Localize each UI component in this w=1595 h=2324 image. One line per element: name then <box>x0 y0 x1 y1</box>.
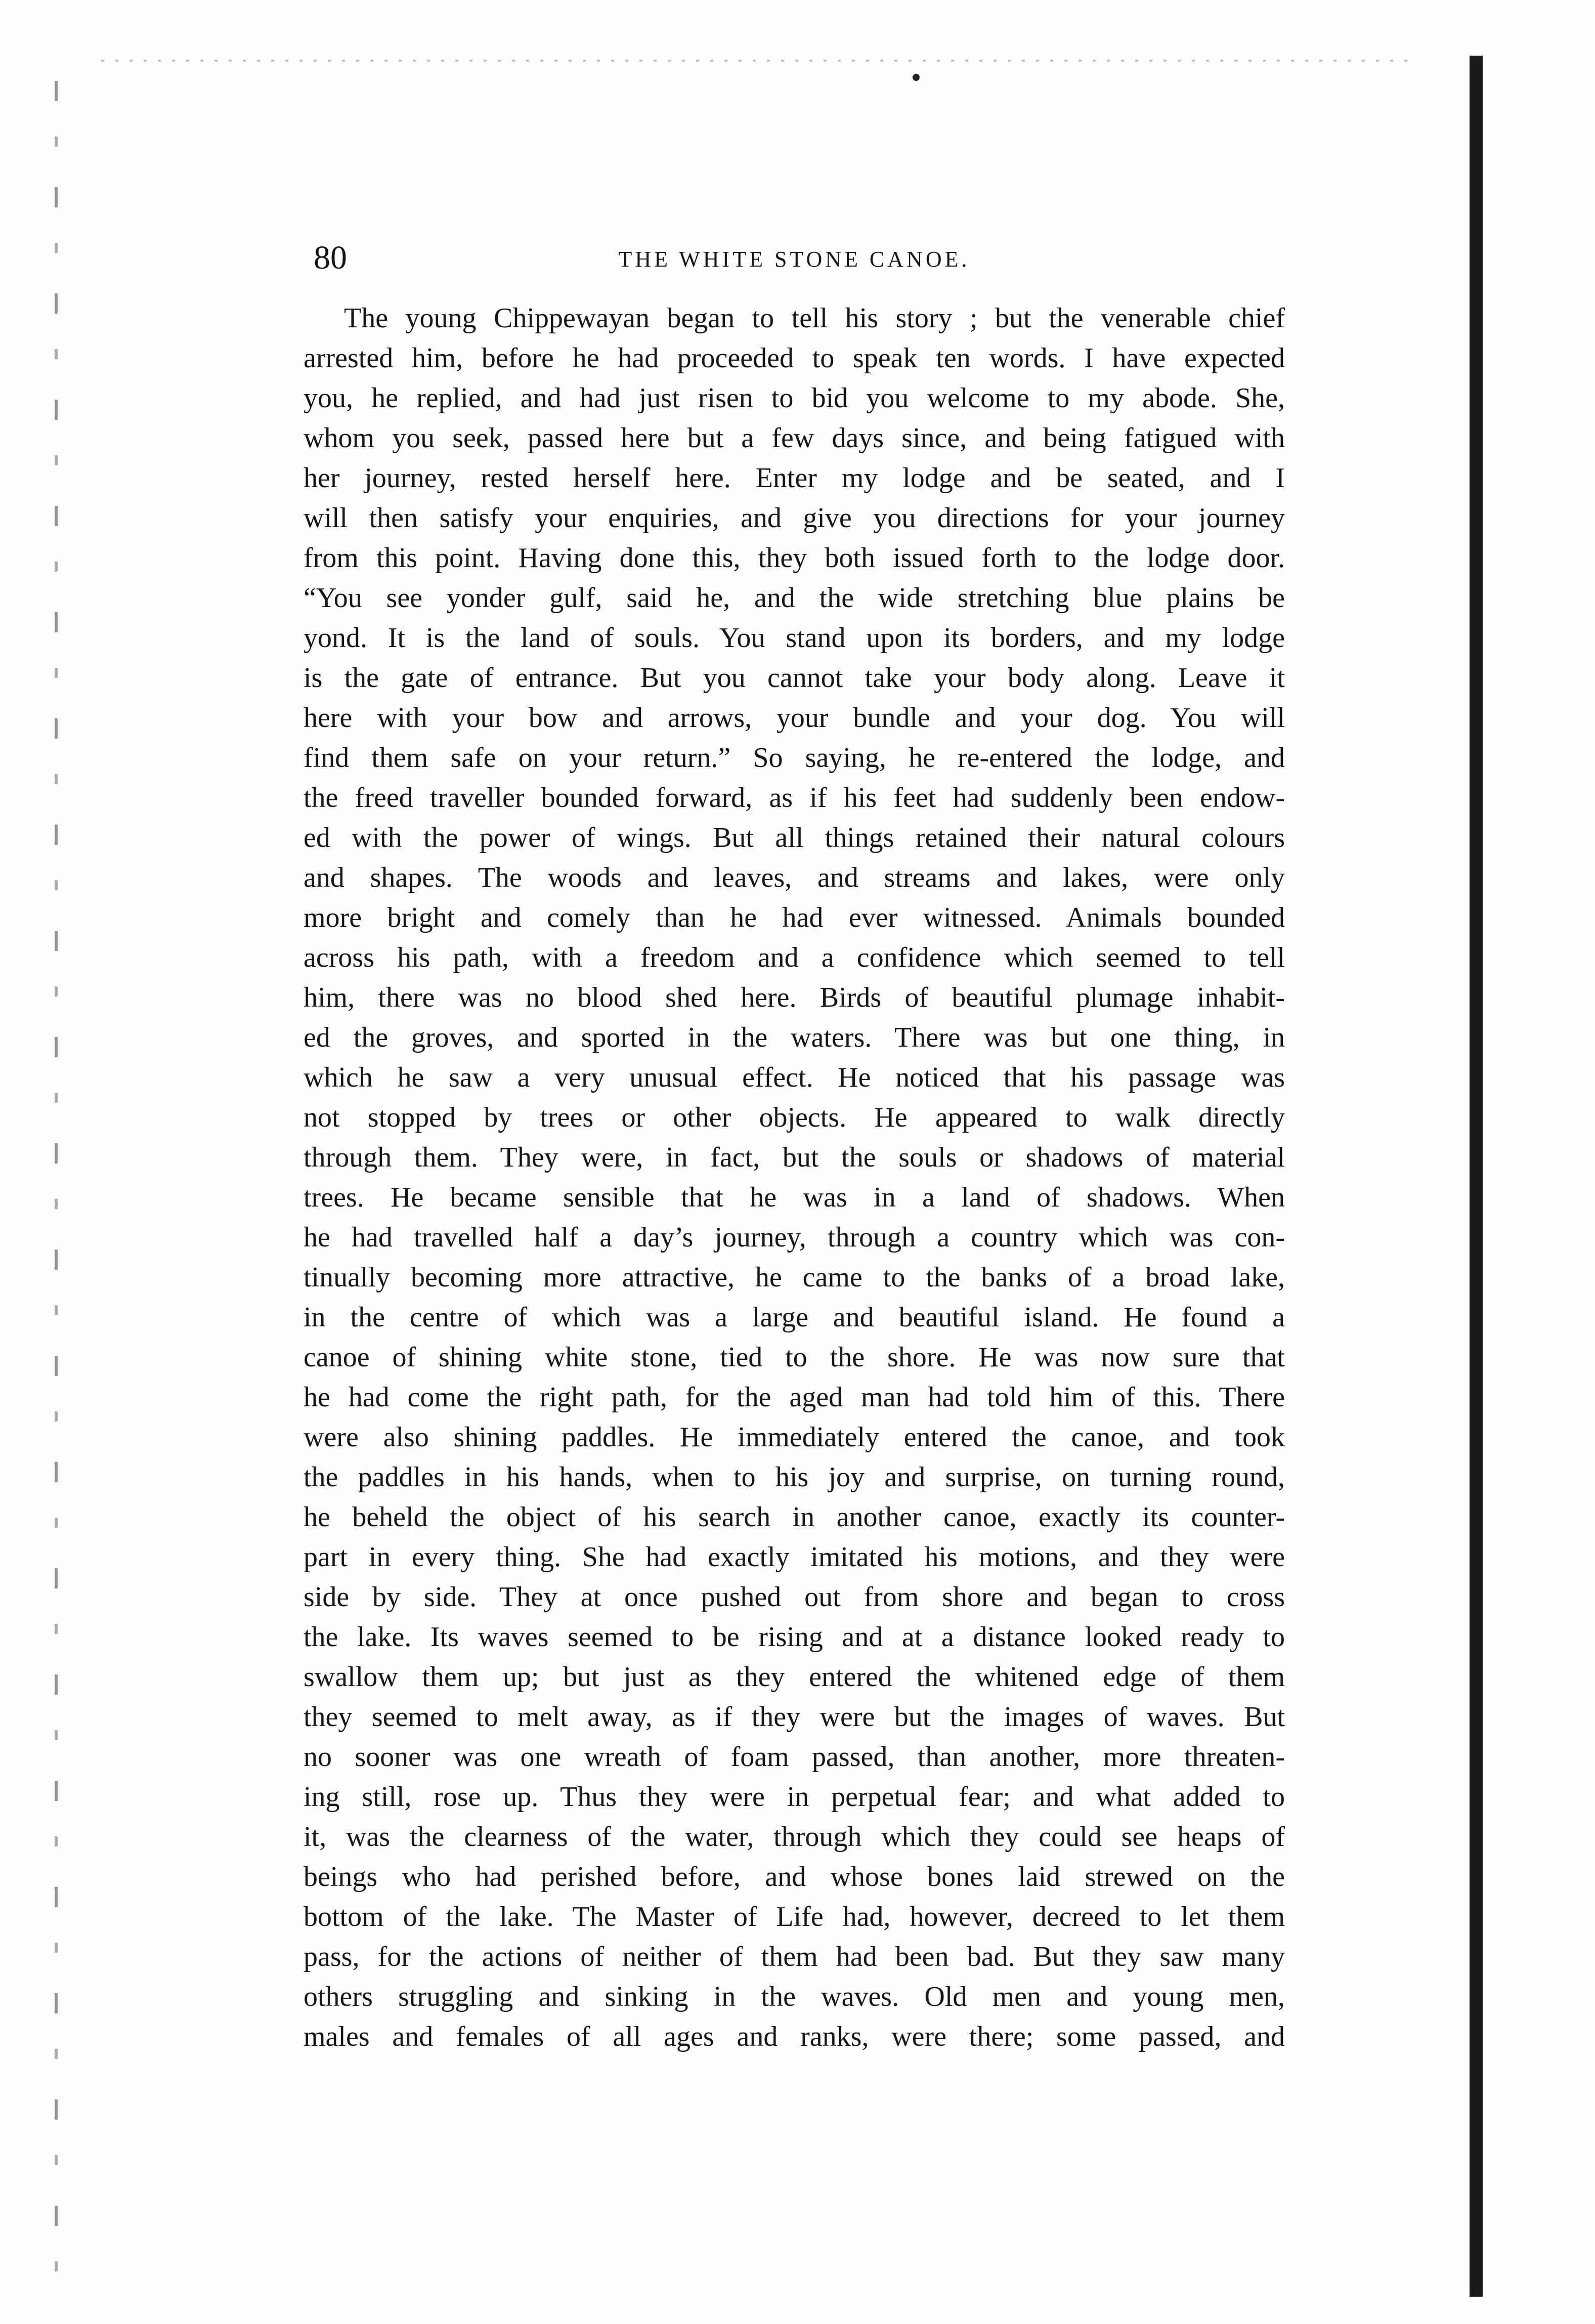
text-line: not stopped by trees or other objects. He appeared to walk directly <box>304 1102 1285 1133</box>
text-line: ed with the power of wings. But all things retained their natural colours <box>304 822 1285 853</box>
text-line: “You see yonder gulf, said he, and the wide stretching blue plains be <box>304 582 1285 614</box>
body-text <box>304 298 1285 2057</box>
text-line: him, there was no blood shed here. Birds of beautiful plumage inhabit- <box>304 982 1285 1013</box>
running-head <box>314 238 1275 278</box>
text-line: part in every thing. She had exactly imitated his motions, and they were <box>304 1541 1285 1573</box>
text-line: ing still, rose up. Thus they were in perpetual fear; and what added to <box>304 1781 1285 1813</box>
text-line: across his path, with a freedom and a confidence which seemed to tell <box>304 942 1285 973</box>
text-line: the freed traveller bounded forward, as if his feet had suddenly been endow- <box>304 782 1285 813</box>
text-line: others struggling and sinking in the waves. Old men and young men, <box>304 1981 1285 2012</box>
text-line: ed the groves, and sported in the waters. There was but one thing, in <box>304 1022 1285 1053</box>
text-line: in the centre of which was a large and beautiful island. He found a <box>304 1302 1285 1333</box>
text-line: through them. They were, in fact, but the souls or shadows of material <box>304 1142 1285 1173</box>
text-line: which he saw a very unusual effect. He noticed that his passage was <box>304 1062 1285 1093</box>
text-line: her journey, rested herself here. Enter my lodge and be seated, and I <box>304 462 1285 494</box>
text-line: were also shining paddles. He immediately entered the canoe, and took <box>304 1422 1285 1453</box>
text-line: find them safe on your return.” So saying, he re-entered the lodge, and <box>304 742 1285 773</box>
text-line: you, he replied, and had just risen to bid you welcome to my abode. She, <box>304 382 1285 414</box>
text-line: pass, for the actions of neither of them had been bad. But they saw many <box>304 1941 1285 1972</box>
text-line: yond. It is the land of souls. You stand upon its borders, and my lodge <box>304 622 1285 654</box>
text-line: tinually becoming more attractive, he came to the banks of a broad lake, <box>304 1262 1285 1293</box>
text-line: the paddles in his hands, when to his joy and surprise, on turning round, <box>304 1461 1285 1493</box>
page-number: 80 <box>314 239 347 276</box>
text-line: no sooner was one wreath of foam passed, than another, more threaten- <box>304 1741 1285 1773</box>
scan-artifact-top <box>101 60 1416 62</box>
text-line: is the gate of entrance. But you cannot take your body along. Leave it <box>304 662 1285 694</box>
text-line: beings who had perished before, and whose bones laid strewed on the <box>304 1861 1285 1892</box>
running-title: THE WHITE STONE CANOE. <box>618 247 970 272</box>
text-line: whom you seek, passed here but a few days since, and being fatigued with <box>304 422 1285 454</box>
text-line: he had travelled half a day’s journey, through a country which was con- <box>304 1222 1285 1253</box>
text-line: bottom of the lake. The Master of Life had, however, decreed to let them <box>304 1901 1285 1932</box>
scan-artifact-right-edge <box>1470 56 1483 2297</box>
scan-artifact-left-edge <box>55 81 58 2271</box>
text-line: from this point. Having done this, they both issued forth to the lodge door. <box>304 542 1285 574</box>
text-line: they seemed to melt away, as if they were but the images of waves. But <box>304 1701 1285 1733</box>
text-line: side by side. They at once pushed out from shore and began to cross <box>304 1581 1285 1613</box>
text-line: he beheld the object of his search in another canoe, exactly its counter- <box>304 1501 1285 1533</box>
text-line: and shapes. The woods and leaves, and streams and lakes, were only <box>304 862 1285 893</box>
text-line: more bright and comely than he had ever witnessed. Animals bounded <box>304 902 1285 933</box>
text-line: he had come the right path, for the aged man had told him of this. There <box>304 1382 1285 1413</box>
text-line: swallow them up; but just as they entered the whitened edge of them <box>304 1661 1285 1693</box>
scan-speck <box>913 74 920 81</box>
text-line: The young Chippewayan began to tell his story ; but the venerable chief <box>344 303 1285 334</box>
text-line: will then satisfy your enquiries, and give you directions for your journey <box>304 502 1285 534</box>
text-line: trees. He became sensible that he was in a land of shadows. When <box>304 1182 1285 1213</box>
text-line: arrested him, before he had proceeded to speak ten words. I have expected <box>304 342 1285 374</box>
text-line: males and females of all ages and ranks, were there; some passed, and <box>304 2021 1285 2052</box>
text-line: here with your bow and arrows, your bundle and your dog. You will <box>304 702 1285 734</box>
text-line: canoe of shining white stone, tied to the shore. He was now sure that <box>304 1342 1285 1373</box>
text-line: the lake. Its waves seemed to be rising and at a distance looked ready to <box>304 1621 1285 1653</box>
text-line: it, was the clearness of the water, through which they could see heaps of <box>304 1821 1285 1853</box>
